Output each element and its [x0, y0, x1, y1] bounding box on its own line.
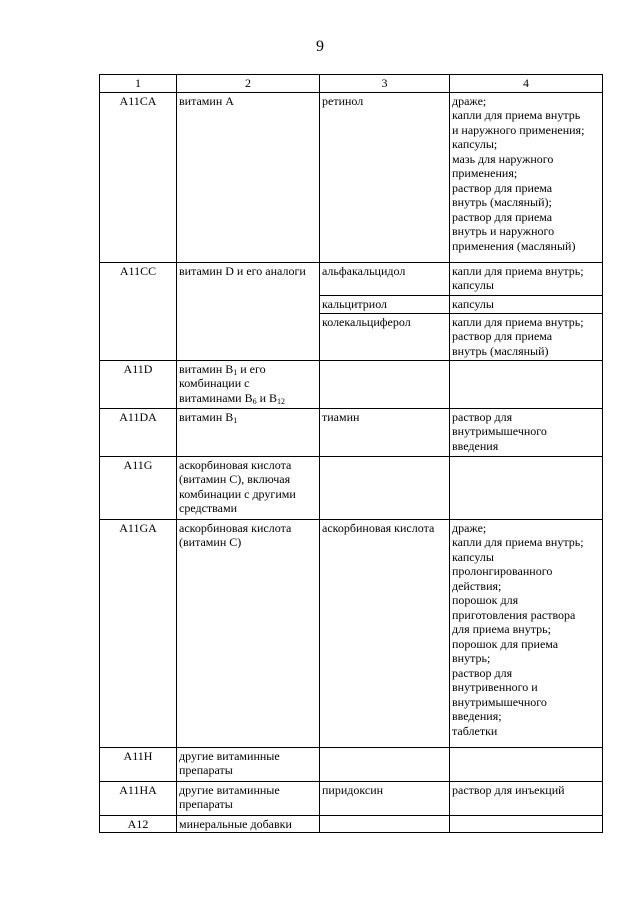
text-line: введения;	[452, 709, 502, 723]
header-cell: 3	[320, 75, 450, 93]
text-line: другие витаминные	[179, 782, 280, 797]
text-line: раствор для приема	[452, 209, 553, 224]
text-line	[179, 410, 317, 425]
text-line: капли для приема внутрь	[452, 108, 581, 122]
text-line	[179, 362, 317, 377]
atc-code: A11HA	[100, 781, 177, 815]
text-line: применения (масляный)	[452, 238, 576, 253]
text-line: раствор для приема	[452, 180, 553, 195]
text-line: капли для приема внутрь;	[452, 535, 584, 549]
subscript: 1	[233, 367, 238, 377]
table-row	[100, 262, 603, 295]
group-name	[177, 781, 320, 815]
substance-name	[320, 815, 450, 833]
text-line: таблетки	[452, 723, 498, 738]
text-line: внутрь;	[452, 651, 491, 665]
drug-classification-table	[99, 74, 603, 833]
text-line: капли для приема внутрь;	[452, 263, 584, 278]
text-line: витамин D и его аналоги	[179, 263, 306, 278]
subscript: 6	[252, 396, 257, 406]
table-row	[100, 360, 603, 408]
text-line: витамин А	[179, 93, 234, 108]
substance-name: ретинол	[320, 92, 450, 262]
subscript: 1	[233, 415, 238, 425]
text-line: минеральные добавки	[179, 816, 292, 831]
text-line: препараты	[179, 797, 233, 811]
text-fragment: витаминами В	[179, 390, 253, 405]
text-line: и наружного применения;	[452, 122, 585, 137]
dosage-forms	[450, 519, 603, 747]
text-line	[179, 391, 317, 406]
text-line: аскорбиновая кислота	[179, 457, 292, 472]
dosage-forms	[450, 360, 603, 408]
text-line: действия;	[452, 578, 502, 593]
substance-name: колекальциферол	[320, 313, 450, 360]
text-line: внутривенного и	[452, 680, 538, 694]
text-line: препараты	[179, 763, 233, 777]
header-cell: 1	[100, 75, 177, 93]
group-name	[177, 456, 320, 519]
text-line: приготовления раствора	[452, 607, 576, 622]
table-row	[100, 815, 603, 833]
table-row	[100, 747, 603, 781]
substance-name	[320, 747, 450, 781]
page-number: 9	[316, 38, 324, 55]
atc-code: A11G	[100, 456, 177, 519]
dosage-forms	[450, 262, 603, 295]
text-line: применения;	[452, 166, 518, 180]
table-row	[100, 408, 603, 456]
group-name	[177, 262, 320, 360]
text-line: раствор для инъекций	[452, 782, 565, 797]
header-cell: 4	[450, 75, 603, 93]
text-line: капсулы	[452, 296, 494, 311]
group-name	[177, 360, 320, 408]
dosage-forms	[450, 295, 603, 313]
text-line: внутримышечного	[452, 424, 547, 438]
substance-name: тиамин	[320, 408, 450, 456]
table-header-row	[100, 75, 603, 93]
text-line: мазь для наружного	[452, 151, 554, 166]
substance-name	[320, 360, 450, 408]
atc-code: A11CC	[100, 262, 177, 360]
group-name	[177, 747, 320, 781]
substance-name: пиридоксин	[320, 781, 450, 815]
group-name	[177, 408, 320, 456]
text-line: капли для приема внутрь;	[452, 314, 584, 329]
dosage-forms	[450, 313, 603, 360]
text-line: капсулы	[452, 549, 494, 564]
dosage-forms	[450, 815, 603, 833]
atc-code: A11GA	[100, 519, 177, 747]
text-line: драже;	[452, 93, 487, 108]
text-line: порошок для приема	[452, 636, 559, 651]
table-row	[100, 781, 603, 815]
substance-name: аскорбиновая кислота	[320, 519, 450, 747]
text-line: (витамин С), включая	[179, 472, 291, 486]
text-line: капсулы	[452, 278, 494, 292]
dosage-forms	[450, 92, 603, 262]
text-line: внутрь (масляный)	[452, 343, 549, 358]
text-line: пролонгированного	[452, 564, 553, 578]
text-line: капсулы;	[452, 137, 498, 151]
text-fragment: витамин В	[179, 361, 234, 376]
group-name	[177, 92, 320, 262]
text-line: комбинации с другими	[179, 486, 296, 501]
text-line: порошок для	[452, 593, 519, 607]
dosage-forms	[450, 408, 603, 456]
atc-code: A11D	[100, 360, 177, 408]
text-fragment: витамин В	[179, 409, 234, 424]
text-line: внутримышечного	[452, 694, 547, 709]
text-fragment: и его	[237, 361, 266, 376]
dosage-forms	[450, 747, 603, 781]
dosage-forms	[450, 781, 603, 815]
text-line: раствор для	[452, 665, 513, 680]
header-cell: 2	[177, 75, 320, 93]
text-line: комбинации с	[179, 376, 250, 390]
dosage-forms	[450, 456, 603, 519]
text-line: внутрь (масляный);	[452, 195, 552, 209]
substance-name: кальцитриол	[320, 295, 450, 313]
text-line: (витамин С)	[179, 535, 242, 549]
text-line: раствор для	[452, 409, 513, 424]
text-line: для приема внутрь;	[452, 622, 551, 636]
text-line: аскорбиновая кислота	[179, 520, 292, 535]
table-row	[100, 519, 603, 747]
substance-name	[320, 456, 450, 519]
text-line: драже;	[452, 520, 487, 535]
substance-name: альфакальцидол	[320, 262, 450, 295]
group-name	[177, 815, 320, 833]
text-line: другие витаминные	[179, 748, 280, 763]
text-line: средствами	[179, 501, 238, 515]
text-line: раствор для приема	[452, 329, 553, 343]
atc-code: A11DA	[100, 408, 177, 456]
subscript: 12	[277, 396, 286, 406]
atc-code: A11H	[100, 747, 177, 781]
text-fragment: и В	[256, 390, 278, 405]
table-row	[100, 92, 603, 262]
table-row	[100, 456, 603, 519]
text-line: введения	[452, 438, 499, 453]
text-line: внутрь и наружного	[452, 224, 555, 238]
atc-code: A11CA	[100, 92, 177, 262]
group-name	[177, 519, 320, 747]
atc-code: A12	[100, 815, 177, 833]
